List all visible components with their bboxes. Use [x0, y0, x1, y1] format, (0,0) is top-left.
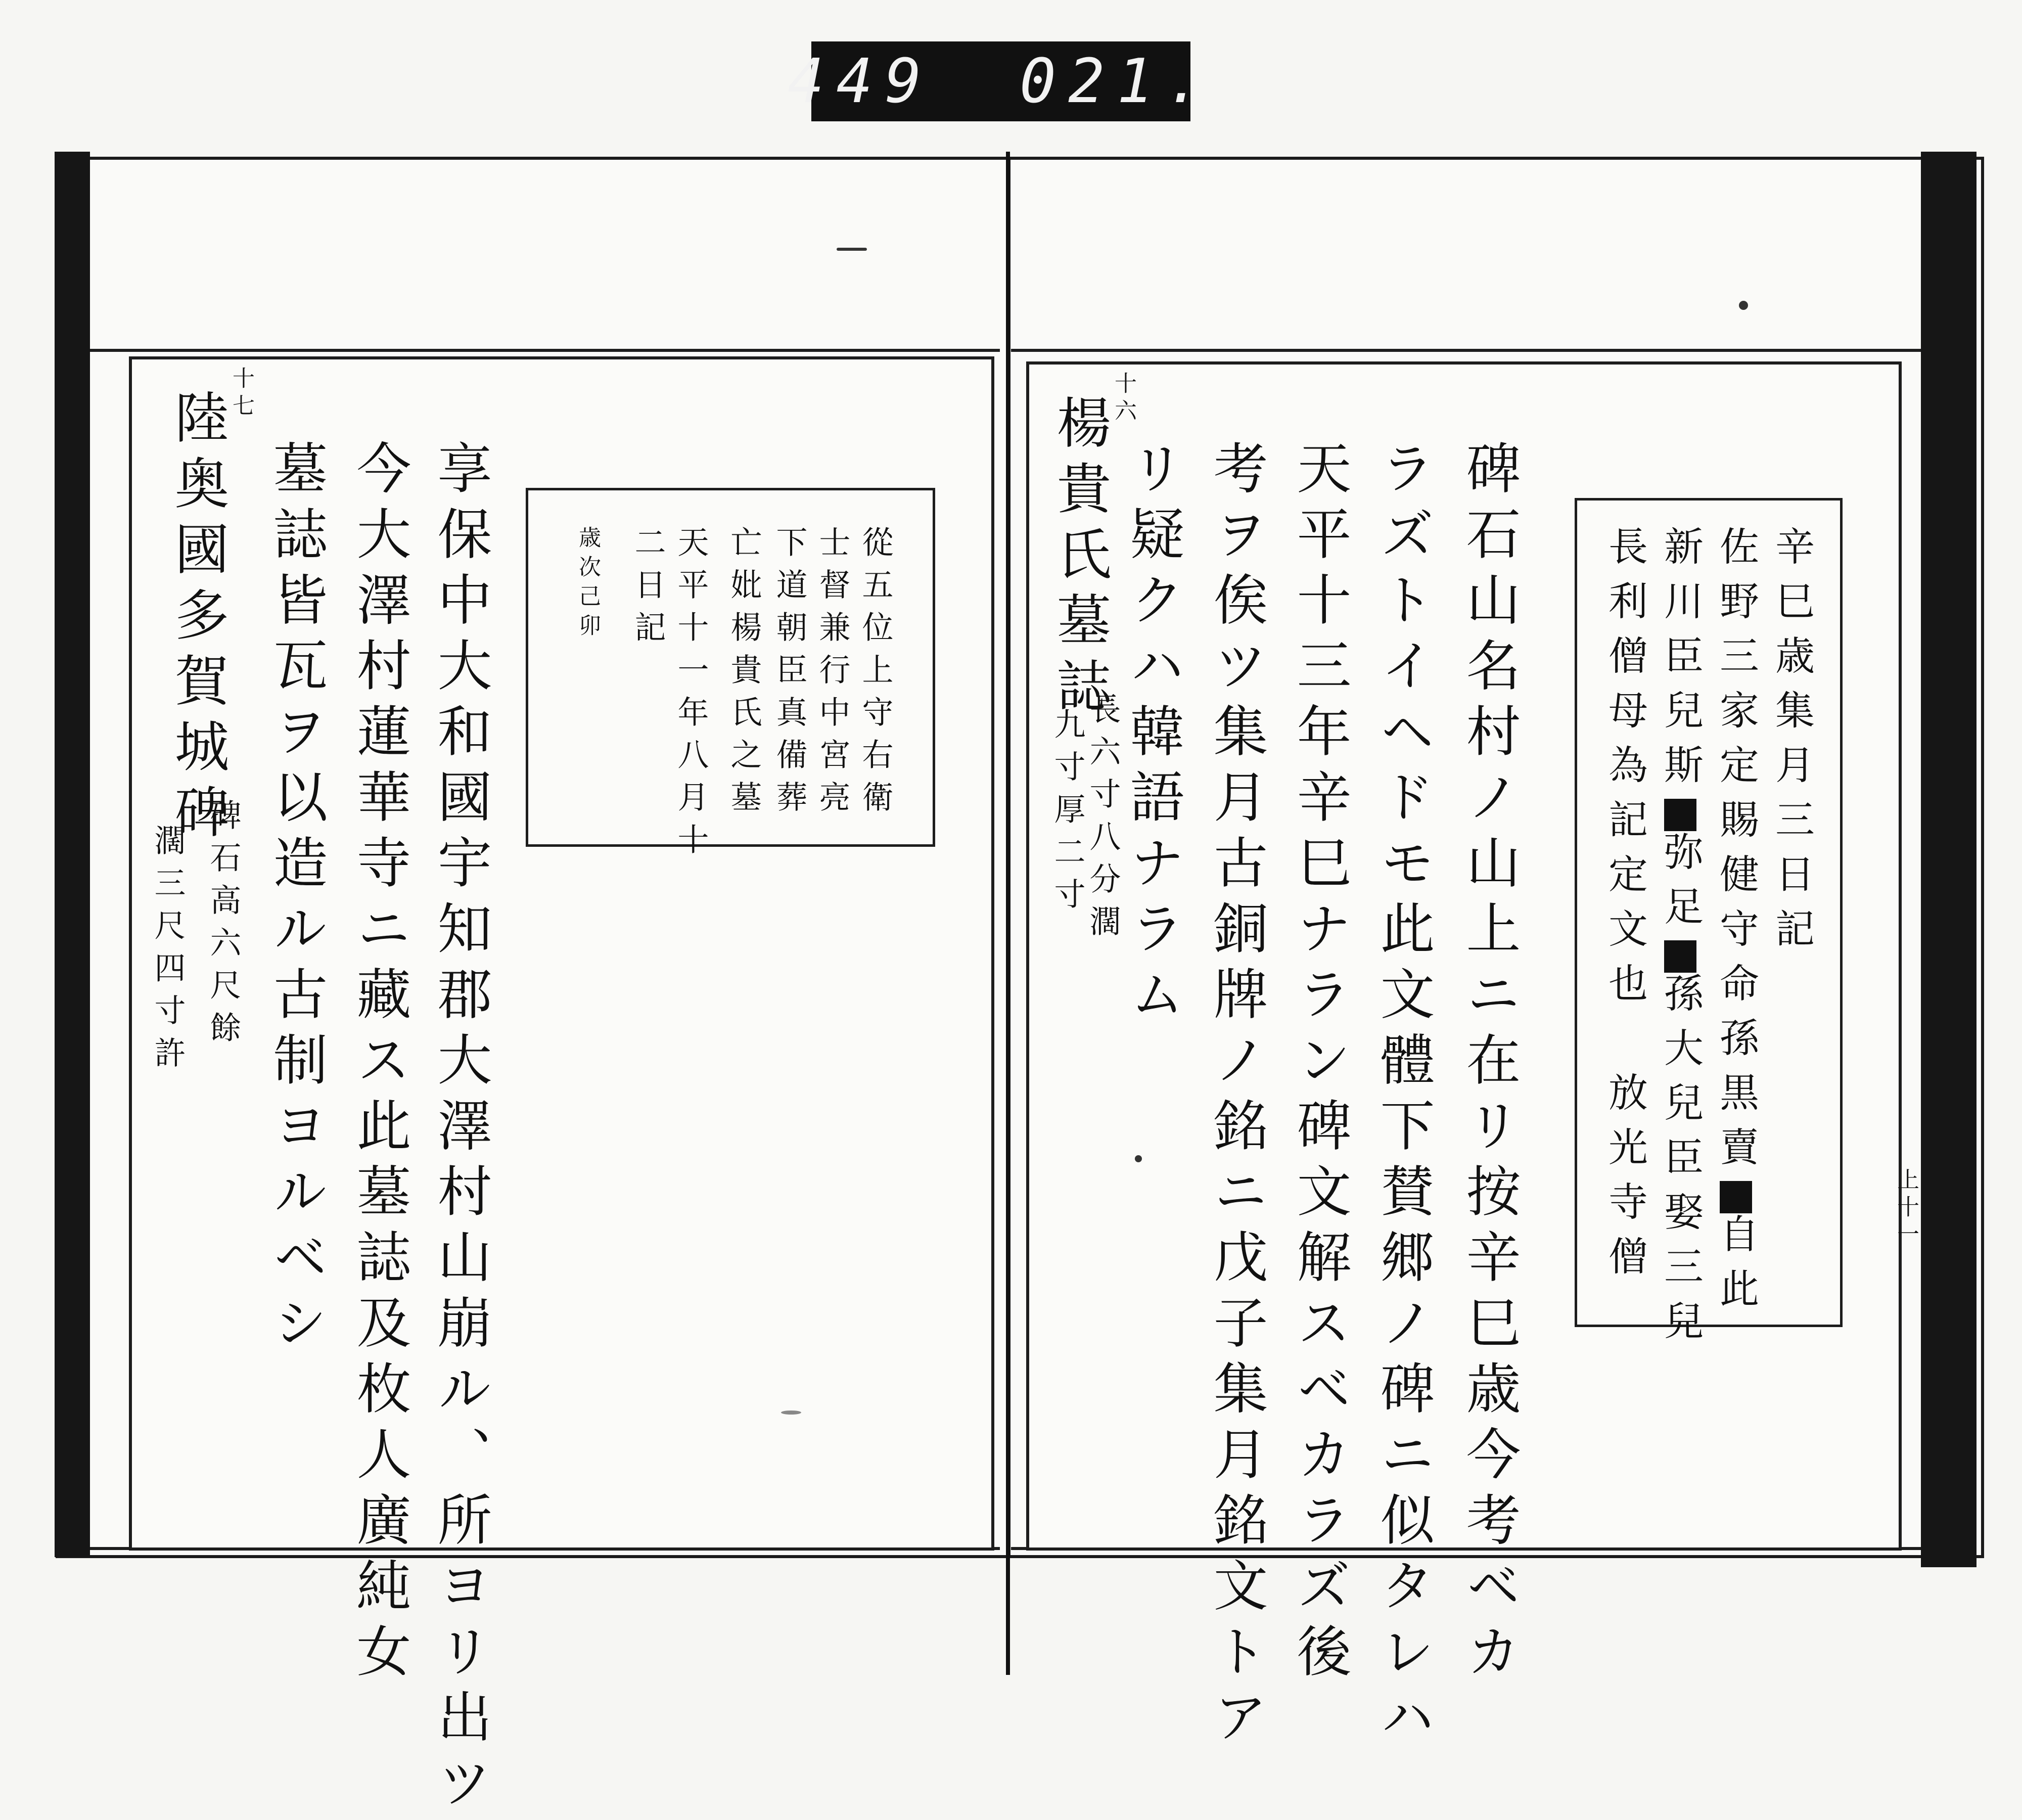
right-body-line-2: ラズトイヘドモ此文體下賛郷ノ碑ニ似タレハ: [1371, 440, 1434, 1754]
right-title-note-1: 長六寸八分濶: [1084, 693, 1121, 947]
scan-speck: [1135, 1155, 1142, 1162]
left-inscription-line-4: 亡妣楊貴氏之墓: [725, 526, 762, 823]
left-inscription-line-6: 二日記: [629, 526, 666, 653]
right-inscription-line-1: 辛巳歳集月三日記: [1769, 526, 1814, 963]
left-inscription-line-5: 天平十一年八月十: [672, 526, 709, 866]
scan-speck: [837, 248, 867, 251]
redaction-block: [1720, 1181, 1752, 1213]
book-gutter: [1006, 152, 1010, 1675]
right-page-marker: 上十一: [1893, 1168, 1919, 1250]
redaction-block: [1664, 940, 1696, 973]
right-inscription-line-2: [1713, 526, 1759, 1323]
left-inscription-line-1: 從五位上守右衛: [857, 526, 894, 823]
right-body-line-3: 天平十三年辛巳ナラン碑文解スベカラズ後: [1288, 440, 1351, 1689]
left-inscription-line-2: 士督兼行中宮亮: [814, 526, 851, 823]
right-body-line-4: 考ヲ俟ツ集月古銅牌ノ銘ニ戊子集月銘文トア: [1204, 440, 1267, 1754]
scan-speck: [781, 1410, 801, 1415]
left-binding-edge: [55, 152, 90, 1557]
film-label-right: 021.: [1019, 46, 1214, 117]
left-body-line-1: 享保中大和國宇知郡大澤村山崩ル、所ヨリ出ツ: [428, 440, 491, 1820]
right-title-note-2: 九寸厚二寸: [1049, 708, 1086, 920]
right-section-number: 十六: [1111, 372, 1136, 426]
right-inscription-line-3-mid: 弥足: [1658, 831, 1703, 940]
right-binding-edge: [1921, 152, 1977, 1567]
right-body-line-5: リ疑クハ韓語ナラム: [1121, 440, 1184, 1031]
right-inscription-line-3-tail: 孫大兒臣娶三兒: [1658, 973, 1703, 1355]
right-inscription-line-3: [1658, 526, 1703, 1355]
left-body-line-3: 墓誌皆瓦ヲ以造ル古制ヨルベシ: [264, 440, 327, 1360]
left-body-line-2: 今大澤村蓮華寺ニ藏ス此墓誌及枚人廣純女: [347, 440, 410, 1689]
left-title-note-2: 濶三尺四寸許: [149, 824, 186, 1079]
right-inscription-line-2-text: 佐野三家定賜健守命孫黒賣: [1713, 526, 1759, 1181]
left-page-title: 陸奥國多賀城碑: [165, 389, 228, 849]
left-inscription-line-3: 下道朝臣真備葬: [771, 526, 808, 823]
right-inscription-line-3-text: 新川臣兒斯: [1658, 526, 1703, 799]
right-page-title: 楊貴氏墓誌: [1047, 394, 1111, 723]
left-header-rule: [90, 349, 1000, 352]
right-inscription-line-4: 長利僧母為記定文也: [1602, 526, 1647, 1017]
right-inscription-line-2-tail: 自此: [1713, 1213, 1759, 1323]
right-body-line-1: 碑石山名村ノ山上ニ在リ按辛巳歳今考ベカ: [1457, 440, 1520, 1689]
film-label-left: 449: [788, 46, 934, 117]
scan-speck: [1739, 301, 1748, 310]
film-label: [788, 41, 1214, 121]
redaction-block: [1664, 799, 1696, 831]
left-title-note-1: 碑石高六尺餘: [205, 799, 242, 1054]
right-header-rule: [1011, 349, 1921, 352]
right-inscription-line-4-signature: 放光寺僧: [1602, 1072, 1647, 1290]
left-section-number: 十七: [228, 367, 254, 421]
left-inscription-line-7: 歳次己卯: [575, 526, 601, 643]
